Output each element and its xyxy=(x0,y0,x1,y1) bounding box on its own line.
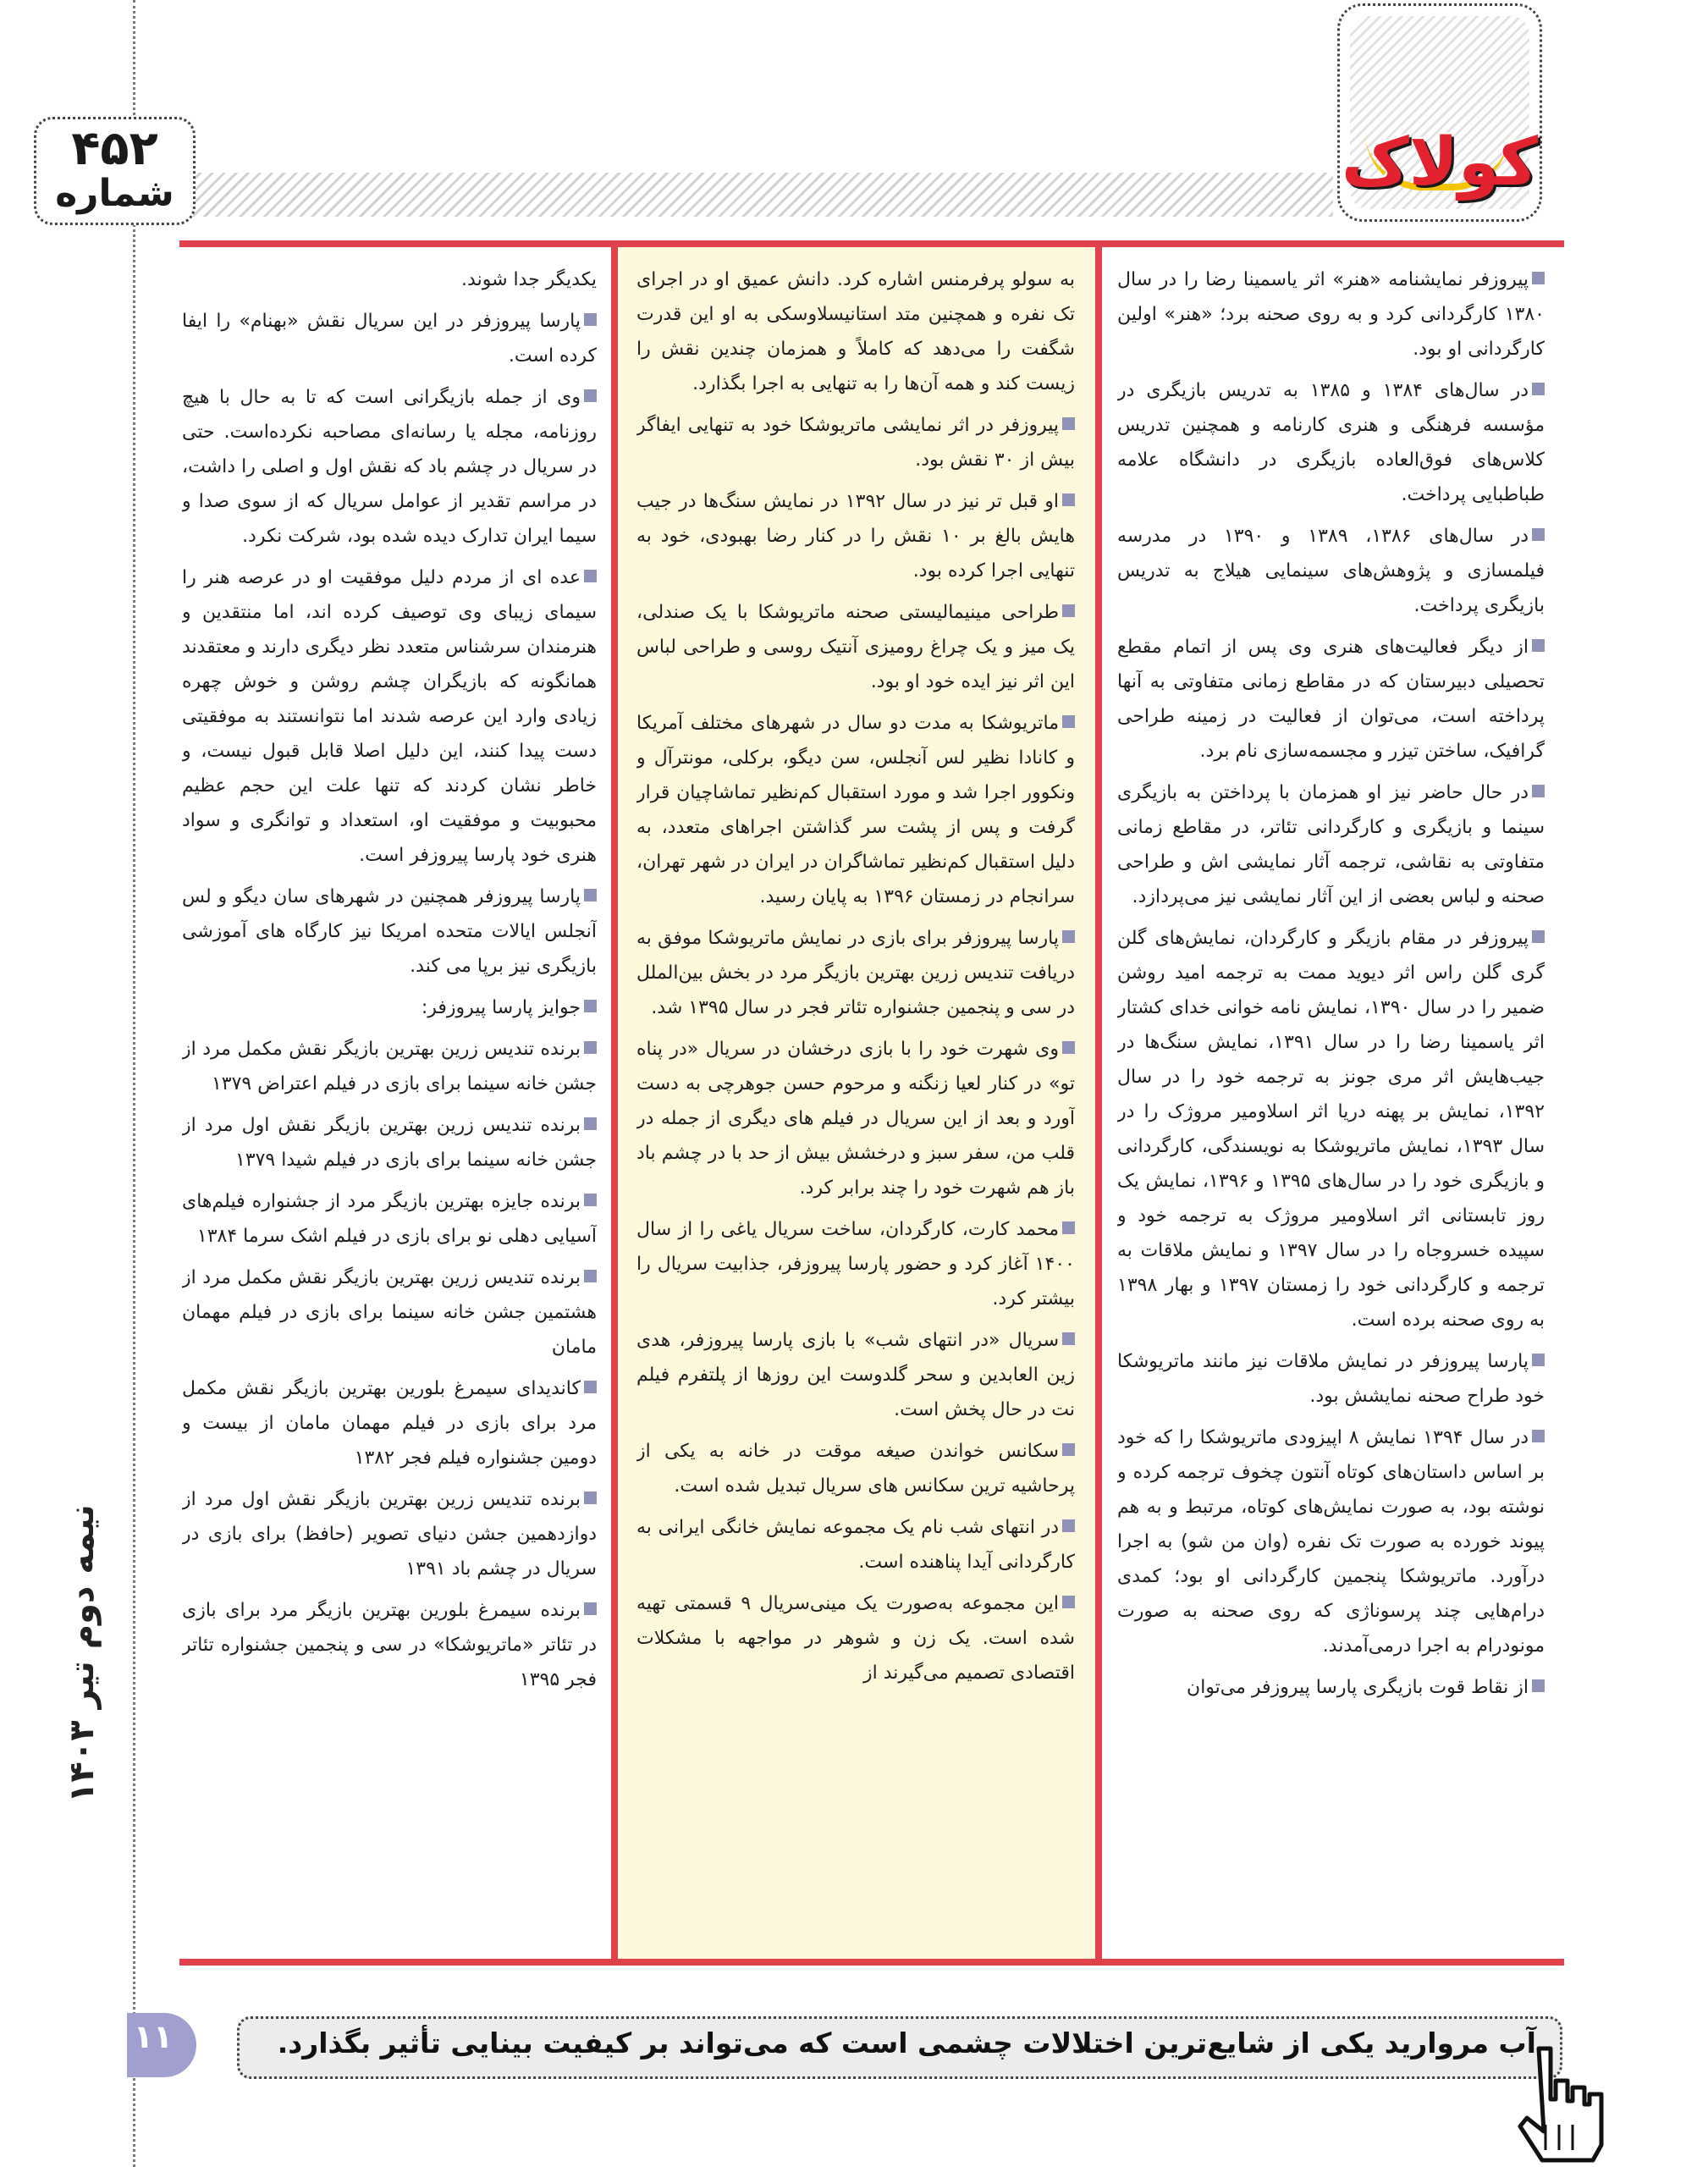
paragraph: در سال‌های ۱۳۸۴ و ۱۳۸۵ به تدریس بازیگری در مؤسسه فرهنگی و هنری کارنامه و همچنین تدریس کلاس‌های فوق‌العاده بازیگری در دانشگاه علامه طباطبایی پرداخت. xyxy=(1117,380,1545,505)
square-bullet-icon xyxy=(1062,417,1075,430)
paragraph: پارسا پیروزفر همچنین در شهرهای سان دیگو و لس آنجلس ایالات متحده امریکا نیز کارگاه های آموزشی بازیگری نیز برپا می کند. xyxy=(182,886,597,977)
issue-label: شماره xyxy=(55,172,174,215)
square-bullet-icon xyxy=(1062,1221,1075,1234)
margin-dotted-line xyxy=(133,0,135,2167)
square-bullet-icon xyxy=(1532,1430,1545,1442)
magazine-logo xyxy=(1337,3,1542,222)
square-bullet-icon xyxy=(584,1041,597,1054)
paragraph: یکدیگر جدا شوند. xyxy=(461,269,597,290)
article-column-middle xyxy=(636,262,1075,1951)
paragraph: محمد کارت، کارگردان، ساخت سریال یاغی را از سال ۱۴۰۰ آغاز کرد و حضور پارسا پیروزفر، جذابیت سریال را بیشتر کرد. xyxy=(636,1219,1075,1310)
square-bullet-icon xyxy=(1062,1519,1075,1532)
paragraph: در سال ۱۳۹۴ نمایش ۸ اپیزودی ماتریوشکا را که خود بر اساس داستان‌های کوتاه آنتون چخوف ترجمه کرده و نوشته بود، به صورت نمایش‌های کوتاه، مرتبط و به هم پیوند خورده به صورت تک نفره (وان من شو) به اجرا درآورد. ماتریوشکا پنجمین کارگردانی او بود؛ کمدی درام‌هایی چند پرسوناژی که روی صحنه به صورت مونودرام به اجرا درمی‌آمدند. xyxy=(1117,1427,1545,1657)
square-bullet-icon xyxy=(584,1602,597,1615)
paragraph: سکانس خواندن صیغه موقت در خانه به یکی از پرحاشیه ترین سکانس های سریال تبدیل شده است. xyxy=(636,1441,1075,1497)
issue-badge xyxy=(34,117,196,225)
top-red-rule xyxy=(179,240,1564,247)
paragraph: برنده تندیس زرین بهترین بازیگر نقش مکمل مرد از جشن خانه سینما برای بازی در فیلم اعتراض ۱۳۷۹ xyxy=(182,1039,597,1095)
paragraph: این مجموعه به‌صورت یک مینی‌سریال ۹ قسمتی تهیه شده است. یک زن و شوهر در مواجهه با مشکلات اقتصادی تصمیم می‌گیرند از xyxy=(636,1593,1075,1684)
paragraph: پارسا پیروزفر در نمایش ملاقات نیز مانند ماتریوشکا خود طراح صحنه نمایشش بود. xyxy=(1117,1351,1545,1407)
paragraph: پیروزفر نمایشنامه «هنر» اثر یاسمینا رضا را در سال ۱۳۸۰ کارگردانی کرد و به روی صحنه برد؛ «هنر» اولین کارگردانی او بود. xyxy=(1117,269,1545,360)
paragraph: برنده جایزه بهترین بازیگر مرد از جشنواره فیلم‌های آسیایی دهلی نو برای بازی در فیلم اشک سرما ۱۳۸۴ xyxy=(182,1191,597,1247)
square-bullet-icon xyxy=(584,1270,597,1282)
page-number: ۱۱ xyxy=(133,2018,174,2055)
square-bullet-icon xyxy=(1532,528,1545,541)
square-bullet-icon xyxy=(584,889,597,902)
square-bullet-icon xyxy=(1532,383,1545,395)
square-bullet-icon xyxy=(584,313,597,326)
square-bullet-icon xyxy=(1532,930,1545,943)
paragraph: طراحی مینیمالیستی صحنه ماتریوشکا با یک صندلی، یک میز و یک چراغ رومیزی آنتیک روسی و طراحی لباس این اثر نیز ایده خود او بود. xyxy=(636,602,1075,692)
paragraph: در حال حاضر نیز او همزمان با پرداختن به بازیگری سینما و بازیگری و کارگردانی تئاتر، در مقاطع زمانی متفاوتی به نقاشی، ترجمه آثار نمایشی اش و طراحی صحنه و لباس بعضی از این آثار نمایشی نیز می‌پردازد. xyxy=(1117,782,1545,907)
paragraph: در سال‌های ۱۳۸۶، ۱۳۸۹ و ۱۳۹۰ در مدرسه فیلمسازی و پژوهش‌های سینمایی هیلاج به تدریس بازیگری پرداخت. xyxy=(1117,526,1545,616)
square-bullet-icon xyxy=(1062,604,1075,617)
issue-number: ۴۵۲ xyxy=(71,121,158,176)
square-bullet-icon xyxy=(1532,1679,1545,1692)
paragraph: برنده تندیس زرین بهترین بازیگر نقش مکمل مرد از هشتمین جشن خانه سینما برای بازی در فیلم مهمان مامان xyxy=(182,1267,597,1358)
square-bullet-icon xyxy=(584,1194,597,1206)
square-bullet-icon xyxy=(1532,639,1545,652)
column-divider-left xyxy=(611,247,618,1959)
paragraph: پارسا پیروزفر در این سریال نقش «بهنام» را ایفا کرده است. xyxy=(182,311,597,367)
paragraph: جوایز پارسا پیروزفر: xyxy=(182,990,597,1025)
issue-date-text: نیمه دوم تیر ۱۴۰۳ xyxy=(63,1504,102,1803)
square-bullet-icon xyxy=(584,1492,597,1504)
paragraph: کاندیدای سیمرغ بلورین بهترین بازیگر نقش مکمل مرد برای بازی در فیلم مهمان مامان از بیست و دومین جشنواره فیلم فجر ۱۳۸۲ xyxy=(182,1378,597,1469)
paragraph: عده ای از مردم دلیل موفقیت او در عرصه هنر را سیمای زیبای وی توصیف کرده اند، اما منتقدین و هنرمندان سرشناس متعدد نظر دیگری دارند و معتقدند همانگونه که بازیگران چشم روشن و خوش چهره زیادی وارد این عرصه شدند اما نتوانستند به موفقیتی دست پیدا کنند، این دلیل اصلا قابل قبول نیست، و خاطر نشان کردند که تنها علت این حجم عظیم محبوبیت و موفقیت او، استعداد و توانگری و سواد هنری خود پارسا پیروزفر است. xyxy=(182,567,597,866)
logo-text: کولاک xyxy=(1341,124,1539,201)
square-bullet-icon xyxy=(1062,1443,1075,1456)
square-bullet-icon xyxy=(1062,1041,1075,1054)
paragraph: از نقاط قوت بازیگری پارسا پیروزفر می‌توان xyxy=(1117,1670,1545,1705)
square-bullet-icon xyxy=(1532,1354,1545,1366)
paragraph: برنده تندیس زرین بهترین بازیگر نقش اول مرد از دوازدهمین جشن دنیای تصویر (حافظ) برای بازی در سریال در چشم باد ۱۳۹۱ xyxy=(182,1489,597,1580)
paragraph: پیروزفر در اثر نمایشی ماتریوشکا خود به تنهایی ایفاگر بیش از ۳۰ نقش بود. xyxy=(636,415,1075,471)
paragraph: از دیگر فعالیت‌های هنری وی پس از اتمام مقطع تحصیلی دبیرستان که در مقاطع زمانی متفاوتی به آنها پرداخته است، می‌توان از فعالیت در زمینه طراحی گرافیک، ساختن تیزر و مجسمه‌سازی نام برد. xyxy=(1117,637,1545,762)
square-bullet-icon xyxy=(1062,494,1075,506)
article-column-right xyxy=(1117,262,1545,1951)
square-bullet-icon xyxy=(584,1381,597,1393)
paragraph: به سولو پرفرمنس اشاره کرد. دانش عمیق او در اجرای تک نفره و همچنین متد استانیسلاوسکی به او این قدرت شگفت را می‌دهد که کاملاً و همزمان چندین نقش را زیست کند و همه آن‌ها را به تنهایی به اجرا بگذارد. xyxy=(636,269,1075,394)
hand-pointer-icon xyxy=(1507,2040,1608,2167)
square-bullet-icon xyxy=(584,1117,597,1130)
paragraph: در انتهای شب نام یک مجموعه نمایش خانگی ایرانی به کارگردانی آیدا پناهنده است. xyxy=(636,1517,1075,1573)
square-bullet-icon xyxy=(1062,1332,1075,1345)
paragraph: وی شهرت خود را با بازی درخشان در سریال «در پناه تو» در کنار لعیا زنگنه و مرحوم حسن جوهرچی به دست آورد و بعد از این سریال در فیلم های دیگری از جمله در قلب من، سفر سبز و درخشش بیش از حد با در چشم باد باز هم شهرت خود را چند برابر کرد. xyxy=(636,1039,1075,1199)
column-divider-right xyxy=(1095,247,1102,1959)
footer-tip-text: آب مروارید یکی از شایع‌ترین اختلالات چشمی است که می‌تواند بر کیفیت بینایی تأثیر بگذارد. xyxy=(277,2026,1536,2059)
square-bullet-icon xyxy=(1062,1596,1075,1608)
paragraph: وی از جمله بازیگرانی است که تا به حال با هیچ روزنامه، مجله یا رسانه‌ای مصاحبه نکرده‌است. حتی در سریال در چشم باد که نقش اول و اصلی را داشت، در مراسم تقدیر از عوامل سریال که از سوی صدا و سیما ایران تدارک دیده شده بود، شرکت نکرد. xyxy=(182,387,597,547)
paragraph: او قبل تر نیز در سال ۱۳۹۲ در نمایش سنگ‌ها در جیب هایش بالغ بر ۱۰ نقش را در کنار رضا بهبودی، خود به تنهایی اجرا کرده بود. xyxy=(636,491,1075,582)
square-bullet-icon xyxy=(1532,785,1545,797)
square-bullet-icon xyxy=(1062,930,1075,943)
square-bullet-icon xyxy=(1532,272,1545,284)
bottom-red-rule xyxy=(179,1959,1564,1966)
paragraph: سریال «در انتهای شب» با بازی پارسا پیروزفر، هدی زین العابدین و سحر گلدوست این روزها از پلتفرم فیلم نت در حال پخش است. xyxy=(636,1330,1075,1420)
paragraph: پارسا پیروزفر برای بازی در نمایش ماتریوشکا موفق به دریافت تندیس زرین بهترین بازیگر مرد در بخش بین‌الملل در سی و پنجمین جشنواره تئاتر فجر در سال ۱۳۹۵ شد. xyxy=(636,928,1075,1018)
square-bullet-icon xyxy=(584,389,597,402)
square-bullet-icon xyxy=(584,1000,597,1012)
article-column-left xyxy=(182,262,597,1951)
paragraph: ماتریوشکا به مدت دو سال در شهرهای مختلف آمریکا و کانادا نظیر لس آنجلس، سن دیگو، برکلی، مونترآل و ونکوور اجرا شد و مورد استقبال کم‌نظیر تماشاچیان قرار گرفت و پس از پشت سر گذاشتن اجراهای متعدد، به دلیل استقبال کم‌نظیر تماشاگران در ایران در شهر تهران، سرانجام در زمستان ۱۳۹۶ به پایان رسید. xyxy=(636,713,1075,907)
header-hatch-band xyxy=(190,173,1333,217)
paragraph: پیروزفر در مقام بازیگر و کارگردان، نمایش‌های گلن گری گلن راس اثر دیوید ممت به ترجمه امید روشن ضمیر را در سال ۱۳۹۰، نمایش نامه خوانی خدای کشتار اثر یاسمینا رضا را در سال ۱۳۹۱، نمایش سنگ‌ها در جیب‌هایش اثر مری جونز به ترجمه خود را در سال ۱۳۹۲، نمایش بر پهنه دریا اثر اسلاومیر مروژک را در سال ۱۳۹۳، نمایش ماتریوشکا به نویسندگی، کارگردانی و بازیگری خود را در سال‌های ۱۳۹۵ و ۱۳۹۶، نمایش یک روز تابستانی اثر اسلاومیر مروژک به ترجمه خود و سپیده خسروجاه را در سال ۱۳۹۷ و نمایش ملاقات به ترجمه و کارگردانی خود را زمستان ۱۳۹۷ و بهار ۱۳۹۸ به روی صحنه برده است. xyxy=(1117,928,1545,1331)
paragraph: برنده سیمرغ بلورین بهترین بازیگر مرد برای بازی در تئاتر «ماتریوشکا» در سی و پنجمین جشنواره تئاتر فجر ۱۳۹۵ xyxy=(182,1600,597,1690)
square-bullet-icon xyxy=(1062,715,1075,728)
paragraph: برنده تندیس زرین بهترین بازیگر نقش اول مرد از جشن خانه سینما برای بازی در فیلم شیدا ۱۳۷۹ xyxy=(182,1115,597,1171)
square-bullet-icon xyxy=(584,570,597,582)
